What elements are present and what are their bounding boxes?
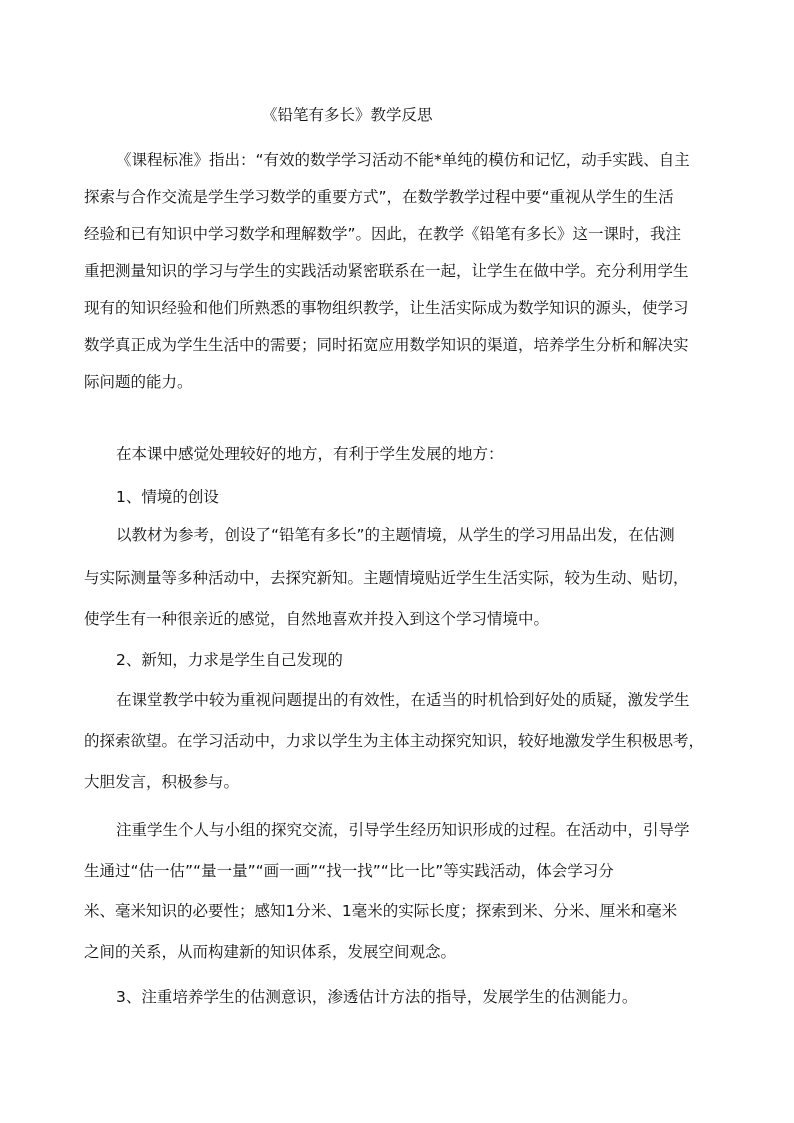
text-line: 数学真正成为学生生活中的需要；同时拓宽应用数学知识的渠道，培养学生分析和解决实	[84, 336, 689, 354]
section-heading: 1、情境的创设	[116, 488, 219, 506]
text-line: 米、毫米知识的必要性；感知1分米、1毫米的实际长度；探索到米、分米、厘米和毫米	[84, 902, 678, 920]
text-line: 的探索欲望。在学习活动中，力求以学生为主体主动探究知识，较好地激发学生积极思考，	[84, 732, 705, 750]
text-line: 际问题的能力。	[84, 373, 193, 391]
text-line: 与实际测量等多种活动中，去探究新知。主题情境贴近学生生活实际，较为生动、贴切，	[84, 569, 689, 587]
text-line: 生通过“估一估”“量一量”“画一画”“找一找”“比一比”等实践活动，体会学习分	[84, 862, 614, 880]
document-title: 《铅笔有多长》教学反思	[262, 106, 433, 124]
text-line: 经验和已有知识中学习数学和理解数学”。因此，在教学《铅笔有多长》这一课时，我注	[84, 225, 682, 243]
text-line: 使学生有一种很亲近的感觉，自然地喜欢并投入到这个学习情境中。	[84, 610, 550, 628]
text-line: 重把测量知识的学习与学生的实践活动紧密联系在一起，让学生在做中学。充分利用学生	[84, 262, 689, 280]
text-line: 注重学生个人与小组的探究交流，引导学生经历知识形成的过程。在活动中，引导学	[116, 821, 690, 839]
section-heading: 2、新知，力求是学生自己发现的	[116, 651, 343, 669]
text-line: 大胆发言，积极参与。	[84, 773, 240, 791]
text-line: 现有的知识经验和他们所熟悉的事物组织教学，让生活实际成为数学知识的源头，使学习	[84, 299, 689, 317]
text-line: 在本课中感觉处理较好的地方，有利于学生发展的地方：	[116, 445, 504, 463]
text-line: 探索与合作交流是学生学习数学的重要方式”，在数学教学过程中要“重视从学生的生活	[84, 188, 674, 206]
text-line: 《课程标准》指出：“有效的数学学习活动不能*单纯的模仿和记忆，动手实践、自主	[116, 151, 690, 169]
text-line: 之间的关系，从而构建新的知识体系，发展空间观念。	[84, 943, 457, 961]
text-line: 以教材为参考，创设了“铅笔有多长”的主题情境，从学生的学习用品出发，在估测	[116, 526, 675, 544]
text-line: 在课堂教学中较为重视问题提出的有效性，在适当的时机恰到好处的质疑，激发学生	[116, 691, 690, 709]
section-heading: 3、注重培养学生的估测意识，渗透估计方法的指导，发展学生的估测能力。	[116, 988, 638, 1006]
